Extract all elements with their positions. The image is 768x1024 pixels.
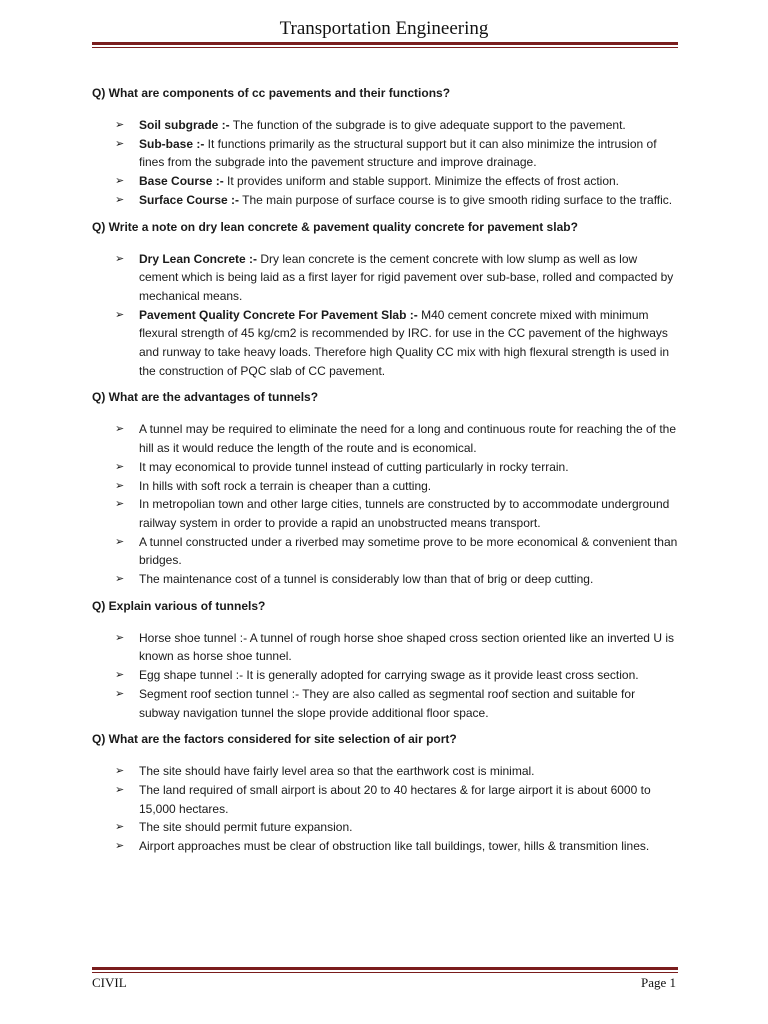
arrowhead-bullet-icon: ➢ — [115, 136, 125, 150]
answer-list — [92, 116, 682, 210]
arrowhead-bullet-icon: ➢ — [115, 174, 125, 188]
arrowhead-bullet-icon: ➢ — [115, 782, 125, 796]
answer-list — [92, 420, 682, 588]
answer-list-item — [115, 477, 679, 496]
qa-section — [92, 597, 682, 723]
arrowhead-bullet-icon: ➢ — [115, 459, 125, 473]
item-text: The function of the subgrade is to give adequate support to the pavement. — [229, 118, 626, 132]
arrowhead-bullet-icon: ➢ — [115, 686, 125, 700]
answer-list-item — [115, 781, 679, 818]
arrowhead-bullet-icon: ➢ — [115, 820, 125, 834]
answer-list-item — [115, 250, 679, 306]
item-text: Egg shape tunnel :- It is generally adopted for carrying swage as it provide least cross section. — [139, 668, 639, 683]
item-text: The site should have fairly level area so that the earthwork cost is minimal. — [139, 764, 535, 779]
footer-left-label: CIVIL — [92, 975, 127, 990]
header-rule-thin — [92, 47, 678, 48]
arrowhead-bullet-icon: ➢ — [115, 307, 125, 321]
item-text: M40 cement concrete mixed with minimum flexural strength of 45 kg/cm2 is recommended by IRC. for use in the CC pavement of the highways and runway to take heavy loads. Therefore high Quality CC mix with high flexural strength is used in the construction of PQC slab of CC pavement. — [139, 307, 670, 378]
answer-list-item — [115, 762, 679, 781]
item-term: Dry Lean Concrete :- — [139, 251, 258, 266]
answer-list — [92, 629, 682, 723]
answer-list-item — [115, 135, 679, 172]
arrowhead-bullet-icon: ➢ — [115, 839, 125, 853]
item-term: Pavement Quality Concrete For Pavement Slab :- — [139, 307, 418, 322]
arrowhead-bullet-icon: ➢ — [115, 422, 125, 436]
arrowhead-bullet-icon: ➢ — [115, 118, 125, 131]
qa-section — [92, 730, 682, 856]
answer-list-item — [115, 685, 679, 722]
item-text: The main purpose of surface course is to give smooth riding surface to the traffic. — [239, 192, 673, 207]
arrowhead-bullet-icon: ➢ — [115, 497, 125, 511]
answer-list-item — [115, 306, 679, 381]
question-heading: Q) What are the advantages of tunnels? — [92, 390, 319, 405]
header-rule-thick — [92, 42, 678, 45]
footer-rule-thin — [92, 972, 678, 973]
item-text: The maintenance cost of a tunnel is considerably low than that of brig or deep cutting. — [139, 572, 594, 587]
answer-list-item — [115, 666, 679, 685]
answer-list-item — [115, 116, 679, 135]
item-term: Surface Course :- — [139, 192, 240, 207]
item-text: Segment roof section tunnel :- They are also called as segmental roof section and suitable for subway navigation tunnel the slope provide additional floor space. — [139, 686, 636, 720]
item-term: Sub-base :- — [139, 136, 205, 151]
item-text: A tunnel may be required to eliminate the need for a long and continuous route for reaching the of the hill as it would reduce the length of the route and is economical. — [139, 422, 677, 456]
answer-list-item — [115, 837, 679, 856]
answer-list-item — [115, 172, 679, 191]
arrowhead-bullet-icon: ➢ — [115, 534, 125, 548]
item-text: It may economical to provide tunnel instead of cutting particularly in rocky terrain. — [139, 459, 569, 474]
qa-section — [92, 84, 682, 210]
answer-list-item — [115, 458, 679, 477]
question-heading: Q) Explain various of tunnels? — [92, 598, 266, 613]
question-heading: Q) What are the factors considered for site selection of air port? — [92, 732, 457, 747]
question-heading: Q) Write a note on dry lean concrete & pavement quality concrete for pavement slab? — [92, 219, 578, 234]
arrowhead-bullet-icon: ➢ — [115, 478, 125, 492]
arrowhead-bullet-icon: ➢ — [115, 668, 125, 682]
arrowhead-bullet-icon: ➢ — [115, 572, 125, 586]
answer-list-item — [115, 533, 679, 570]
item-term: Soil subgrade :- — [139, 118, 230, 132]
item-text: The site should permit future expansion. — [139, 820, 353, 835]
document-body — [92, 84, 682, 864]
arrowhead-bullet-icon: ➢ — [115, 251, 125, 265]
item-text: The land required of small airport is about 20 to 40 hectares & for large airport it is about 6000 to 15,000 hectares. — [139, 782, 651, 816]
answer-list-item — [115, 191, 679, 210]
qa-section — [92, 388, 682, 588]
qa-section — [92, 218, 682, 381]
item-text: A tunnel constructed under a riverbed may sometime prove to be more economical & convenient than bridges. — [139, 534, 678, 568]
item-text: It functions primarily as the structural support but it can also minimize the intrusion of fines from the subgrade into the pavement structure and improve drainage. — [139, 136, 657, 170]
arrowhead-bullet-icon: ➢ — [115, 192, 125, 206]
answer-list-item — [115, 420, 679, 457]
footer-page-number: Page 1 — [640, 975, 676, 990]
answer-list-item — [115, 629, 679, 666]
item-term: Base Course :- — [139, 174, 224, 189]
item-text: In hills with soft rock a terrain is cheaper than a cutting. — [139, 478, 432, 493]
answer-list-item — [115, 818, 679, 837]
answer-list-item — [115, 570, 679, 589]
item-text: Dry lean concrete is the cement concrete with low slump as well as low cement which is being laid as a first layer for rigid pavement over sub-base, rolled and compacted by mechanical means. — [139, 251, 674, 303]
question-heading: Q) What are components of cc pavements and their functions? — [92, 86, 451, 100]
item-text: Airport approaches must be clear of obstruction like tall buildings, tower, hills & transmition lines. — [139, 839, 650, 854]
answer-list — [92, 250, 682, 381]
item-text: In metropolian town and other large cities, tunnels are constructed by to accommodate underground railway system in order to provide a rapid an unobstructed means transport. — [139, 497, 670, 530]
answer-list — [92, 762, 682, 856]
page-header-title: Transportation Engineering — [279, 18, 489, 39]
answer-list-item — [115, 495, 679, 532]
arrowhead-bullet-icon: ➢ — [115, 764, 125, 778]
footer-rule-thick — [92, 967, 678, 970]
item-text: It provides uniform and stable support. Minimize the effects of frost action. — [223, 174, 620, 189]
arrowhead-bullet-icon: ➢ — [115, 630, 125, 644]
item-text: Horse shoe tunnel :- A tunnel of rough horse shoe shaped cross section oriented like an inverted U is known as horse shoe tunnel. — [139, 630, 674, 664]
